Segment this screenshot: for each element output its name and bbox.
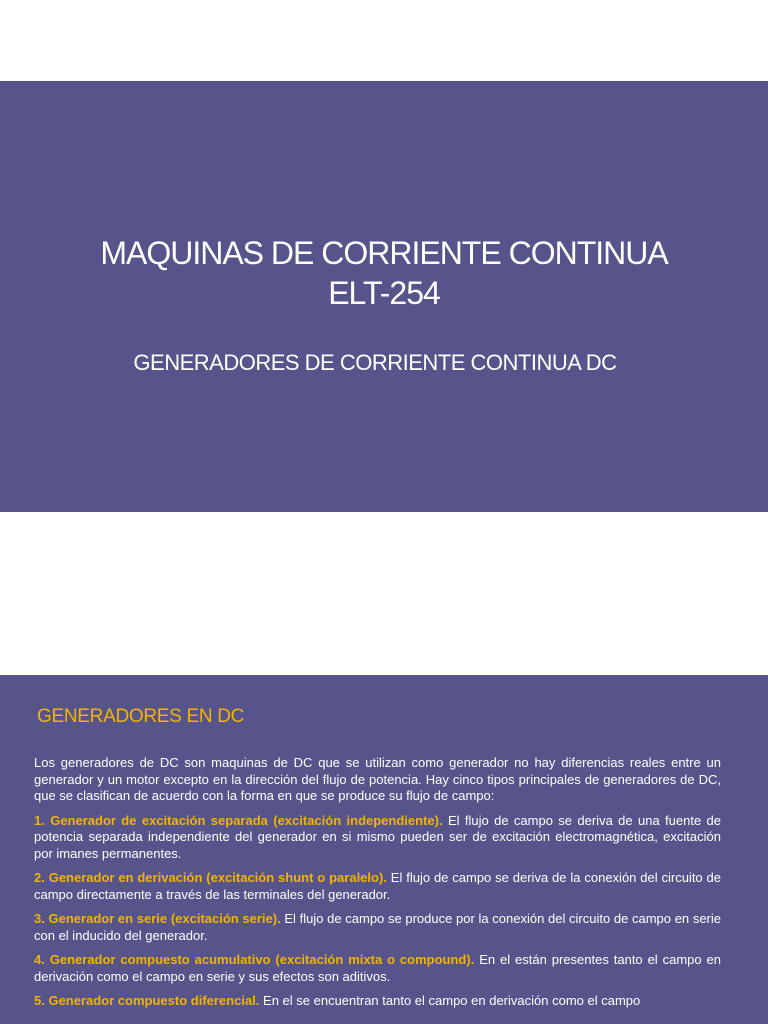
list-item-text: En el se encuentran tanto el campo en derivación como el campo <box>259 993 641 1008</box>
list-item <box>34 993 721 1010</box>
list-item-text: El flujo de campo se deriva de la conexión del circuito de campo directamente a través de las terminales del generador. <box>34 870 721 902</box>
slide-title-line-2: ELT-254 <box>328 275 440 311</box>
list-item-label: 1. Generador de excitación separada (excitación independiente). <box>34 812 443 828</box>
list-item <box>34 813 721 863</box>
list-item <box>34 952 721 985</box>
list-item-text: El flujo de campo se deriva de una fuente de potencia separada independiente del generador en si mismo pueden ser de excitación electromagnética, excitación por imanes permanentes. <box>34 812 721 861</box>
list-item-text: El flujo de campo se produce por la conexión del circuito de campo en serie con el inducido del generador. <box>34 911 721 943</box>
list-item <box>34 911 721 944</box>
slide-title-line-1: MAQUINAS DE CORRIENTE CONTINUA <box>100 235 668 271</box>
content-slide <box>0 675 768 1024</box>
list-item-label: 5. Generador compuesto diferencial. <box>34 993 260 1008</box>
slide-body <box>34 755 721 1018</box>
intro-paragraph: Los generadores de DC son maquinas de DC que se utilizan como generador no hay diferencias reales entre un generador y un motor excepto en la dirección del flujo de potencia. Hay cinco tipos principales de generadores de DC, que se clasifican de acuerdo con la forma en que se produce su flujo de campo: <box>34 755 721 803</box>
list-item-text: En el están presentes tanto el campo en derivación como el campo en serie y sus efectos son aditivos. <box>34 952 721 984</box>
section-heading: GENERADORES EN DC <box>37 706 245 727</box>
list-item-label: 4. Generador compuesto acumulativo (excitación mixta o compound). <box>34 952 475 967</box>
list-item <box>34 870 721 903</box>
title-slide <box>0 81 768 512</box>
slide-title <box>0 233 768 313</box>
slide-subtitle: GENERADORES DE CORRIENTE CONTINUA DC <box>133 350 617 375</box>
list-item-label: 3. Generador en serie (excitación serie). <box>34 911 281 926</box>
list-item-label: 2. Generador en derivación (excitación shunt o paralelo). <box>34 870 387 885</box>
